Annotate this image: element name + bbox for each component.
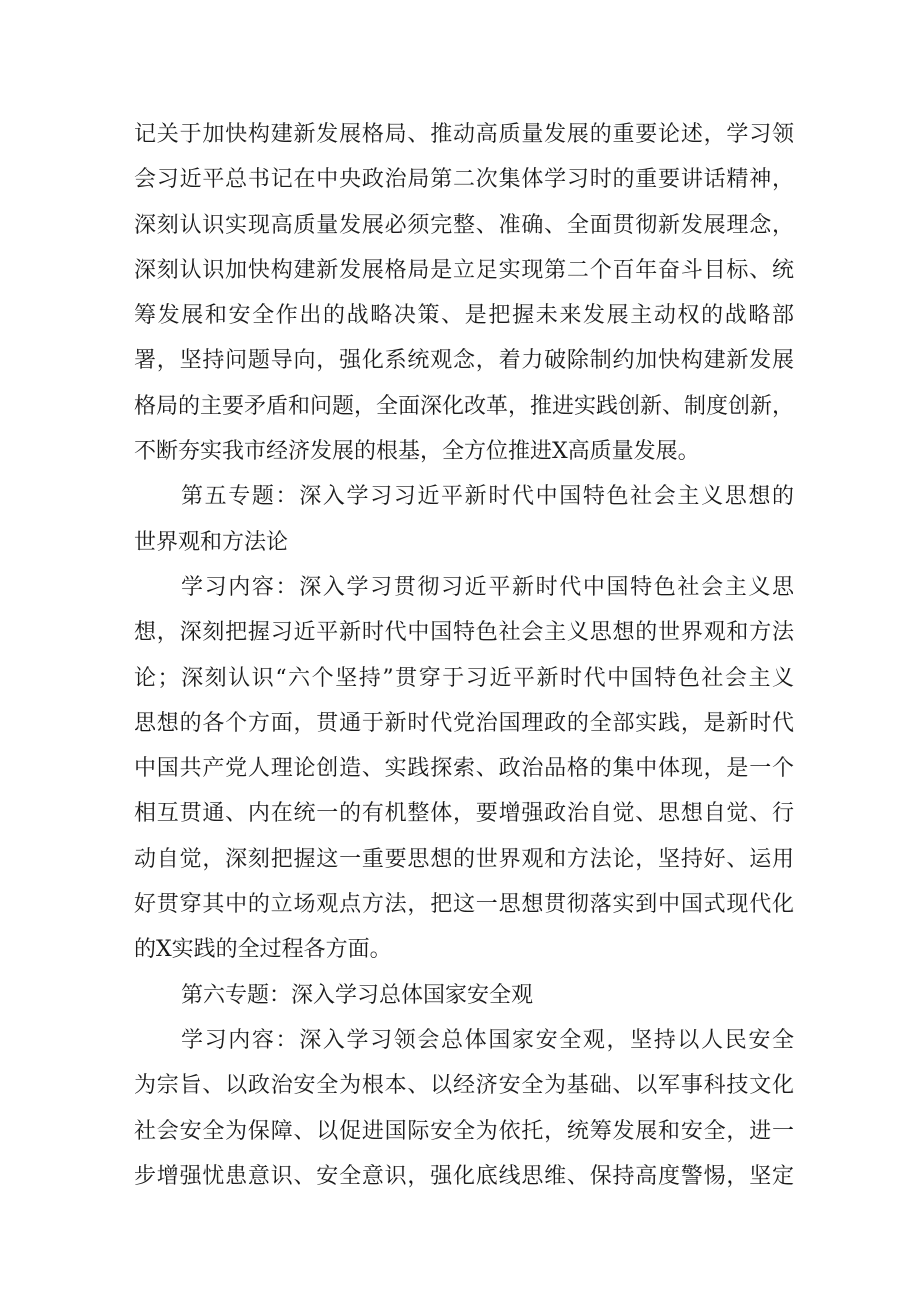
paragraph-line: 步增强忧患意识、安全意识，强化底线思维、保持高度警惕，坚定 [134, 1163, 794, 1189]
paragraph-line: 为宗旨、以政治安全为根本、以经济安全为基础、以军事科技文化 [134, 1073, 794, 1099]
section-heading-line: 世界观和方法论 [134, 529, 289, 555]
paragraph-line: 想，深刻把握习近平新时代中国特色社会主义思想的世界观和方法 [134, 620, 794, 646]
paragraph-line: 好贯穿其中的立场观点方法，把这一思想贯彻落实到中国式现代化 [134, 892, 794, 918]
paragraph-line: 的X实践的全过程各方面。 [134, 937, 392, 963]
paragraph-line: 学习内容：深入学习贯彻习近平新时代中国特色社会主义思 [181, 574, 794, 600]
paragraph-line: 深刻认识加快构建新发展格局是立足实现第二个百年奋斗目标、统 [134, 257, 794, 283]
paragraph-line: 中国共产党人理论创造、实践探索、政治品格的集中体现，是一个 [134, 756, 794, 782]
paragraph-line: 学习内容：深入学习领会总体国家安全观，坚持以人民安全 [181, 1027, 794, 1053]
paragraph-line: 动自觉，深刻把握这一重要思想的世界观和方法论，坚持好、运用 [134, 846, 794, 872]
paragraph-line: 不断夯实我市经济发展的根基，全方位推进X高质量发展。 [134, 439, 700, 465]
body-text [134, 112, 794, 1199]
paragraph-line: 格局的主要矛盾和问题，全面深化改革，推进实践创新、制度创新， [134, 393, 795, 419]
paragraph-line: 论；深刻认识“六个坚持”贯穿于习近平新时代中国特色社会主义 [134, 665, 794, 691]
paragraph-line: 社会安全为保障、以促进国际安全为依托，统筹发展和安全，进一 [134, 1118, 794, 1144]
paragraph-line: 筹发展和安全作出的战略决策、是把握未来发展主动权的战略部 [134, 303, 794, 329]
paragraph-line: 署，坚持问题导向，强化系统观念，着力破除制约加快构建新发展 [134, 348, 794, 374]
paragraph-line: 记关于加快构建新发展格局、推动高质量发展的重要论述，学习领 [134, 122, 794, 147]
paragraph-line: 深刻认识实现高质量发展必须完整、准确、全面贯彻新发展理念， [134, 212, 794, 238]
section-heading-line: 第五专题：深入学习习近平新时代中国特色社会主义思想的 [181, 484, 794, 510]
paragraph-line: 会习近平总书记在中央政治局第二次集体学习时的重要讲话精神， [134, 167, 794, 193]
section-heading-line: 第六专题：深入学习总体国家安全观 [181, 982, 534, 1008]
paragraph-line: 相互贯通、内在统一的有机整体，要增强政治自觉、思想自觉、行 [134, 801, 794, 827]
paragraph-line: 思想的各个方面，贯通于新时代党治国理政的全部实践，是新时代 [134, 710, 794, 736]
